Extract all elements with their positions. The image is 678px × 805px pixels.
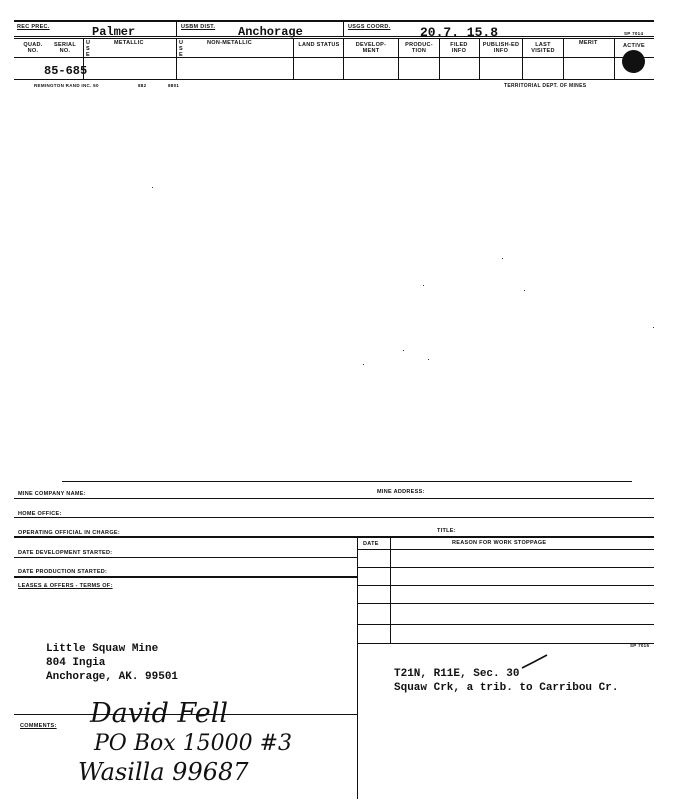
punch-hole <box>622 50 645 73</box>
col-use-e-2: E <box>179 52 183 58</box>
agency-name: TERRITORIAL DEPT. OF MINES <box>504 83 587 89</box>
comments-label: COMMENTS: <box>20 723 57 729</box>
usgs-coord-value: 20.7. 15.8 <box>420 25 499 40</box>
col-use-u-2: U <box>179 40 184 46</box>
col-last-visited: LAST VISITED <box>531 42 555 54</box>
reason-col-header: REASON FOR WORK STOPPAGE <box>452 540 547 546</box>
usgs-coord-label: USGS COORD. <box>348 24 391 30</box>
col-development: DEVELOP-MENT <box>355 42 387 54</box>
printer-code-2: 8801 <box>168 83 180 88</box>
form-number-back: SP 7015 <box>630 643 650 648</box>
date-col-header: DATE <box>363 541 379 547</box>
handwritten-po-box: PO Box 15000 #3 <box>94 731 293 756</box>
location-line-1: T21N, R11E, Sec. 30 <box>394 668 520 680</box>
usbm-dist-label: USBM DIST. <box>181 24 216 30</box>
col-filed-info: FILED INFO <box>450 42 468 54</box>
col-quad-no: QUAD. NO. <box>23 42 43 54</box>
col-land-status: LAND STATUS <box>298 42 340 48</box>
handwritten-name: David Fell <box>90 698 229 729</box>
serial-value: 85-685 <box>44 64 88 78</box>
col-non-metallic: NON-METALLIC <box>207 40 253 46</box>
printer-code-1: 882 <box>138 83 147 88</box>
home-office-label: HOME OFFICE: <box>18 511 62 517</box>
prod-started-label: DATE PRODUCTION STARTED: <box>18 569 108 575</box>
col-merit: MERIT <box>579 40 598 46</box>
printer-mark: REMINGTON RAND INC. 50 <box>34 83 99 88</box>
leases-label: LEASES & OFFERS - TERMS OF: <box>18 583 113 589</box>
col-active: ACTIVE <box>623 43 645 49</box>
usbm-dist-value: Anchorage <box>238 25 303 39</box>
title-label: TITLE: <box>437 528 456 534</box>
col-use-s: S <box>86 46 90 52</box>
col-production: PRODUC-TION <box>405 42 433 54</box>
operating-official-label: OPERATING OFFICIAL IN CHARGE: <box>18 530 120 536</box>
form-number-top: SP 7014 <box>624 31 644 36</box>
col-serial-no: SERIAL NO. <box>54 42 76 54</box>
mine-city: Anchorage, AK. 99501 <box>46 671 179 683</box>
mine-name: Little Squaw Mine <box>46 643 159 655</box>
rec-prec-value: Palmer <box>92 25 136 39</box>
handwritten-city: Wasilla 99687 <box>78 758 249 786</box>
mine-street: 804 Ingia <box>46 657 106 669</box>
check-mark <box>520 652 550 672</box>
col-use-s-2: S <box>179 46 183 52</box>
rec-prec-label: REC PREC. <box>17 24 50 30</box>
col-metallic: METALLIC <box>114 40 144 46</box>
col-use-u: U <box>86 40 91 46</box>
col-published-info: PUBLISH-ED INFO <box>482 42 520 54</box>
location-line-2: Squaw Crk, a trib. to Carribou Cr. <box>394 682 619 694</box>
mine-address-label: MINE ADDRESS: <box>377 489 425 495</box>
col-use-e: E <box>86 52 90 58</box>
dev-started-label: DATE DEVELOPMENT STARTED: <box>18 550 113 556</box>
mine-company-label: MINE COMPANY NAME: <box>18 491 86 497</box>
